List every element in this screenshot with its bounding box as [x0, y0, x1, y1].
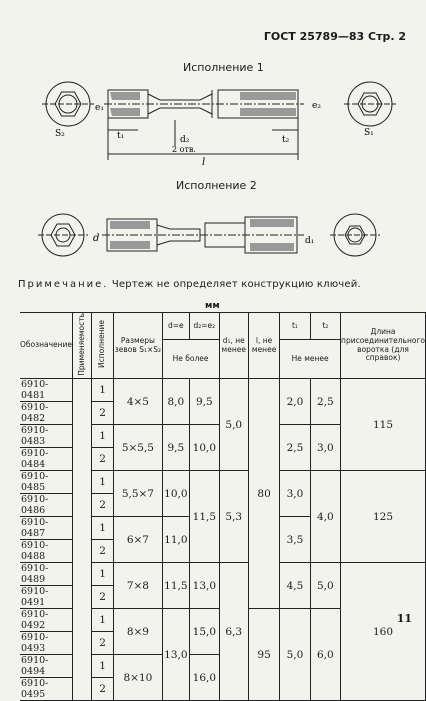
th-t1: t₁ [280, 313, 310, 340]
variant-cell: 1 [91, 425, 113, 448]
t2-cell: 4,0 [310, 471, 340, 563]
variant-cell: 2 [91, 632, 113, 655]
page-header: ГОСТ 25789—83 Стр. 2 [263, 30, 406, 43]
d2e2-cell: 10,0 [190, 425, 219, 471]
label-t1: t₁ [117, 131, 125, 141]
t1-cell: 3,5 [280, 517, 310, 563]
th-code: Обозначение [20, 313, 73, 379]
table-row-code: 6910-0491 [20, 586, 73, 609]
th-length-ref: Длина присоединительного воротка (для справок) [341, 313, 426, 379]
variant-cell: 1 [91, 655, 113, 678]
table-row-code: 6910-0489 [20, 563, 73, 586]
d-e-cell: 10,0 [162, 471, 190, 517]
size-cell: 7×8 [114, 563, 162, 609]
label-d2: d₂ [180, 135, 190, 145]
th-d1: d₁, не менее [219, 313, 248, 379]
d2e2-cell: 13,0 [190, 563, 219, 609]
label-s2: S₂ [55, 129, 65, 139]
size-cell: 6×7 [114, 517, 162, 563]
note-label: Примечание. [18, 279, 109, 290]
variant-1-title: Исполнение 1 [183, 61, 264, 74]
specs-table [20, 312, 426, 701]
table-row-code: 6910-0495 [20, 678, 73, 701]
d2e2-cell: 11,5 [190, 471, 219, 563]
table-row-code: 6910-0483 [20, 425, 73, 448]
l-cell: 80 [248, 379, 279, 609]
l-cell: 95 [248, 609, 279, 701]
th-applic: Применяемость [73, 313, 92, 379]
variant-2-drawing [0, 195, 426, 275]
size-cell: 8×9 [114, 609, 162, 655]
th-t2: t₂ [310, 313, 340, 340]
d-e-cell: 11,0 [162, 517, 190, 563]
t2-cell: 5,0 [310, 563, 340, 609]
label-d: d [93, 233, 100, 244]
d1-cell: 6,3 [219, 563, 248, 701]
d1-cell: 5,0 [219, 379, 248, 471]
variant-cell: 1 [91, 609, 113, 632]
table-row-code: 6910-0493 [20, 632, 73, 655]
t1-cell: 2,0 [280, 379, 310, 425]
variant-cell: 2 [91, 678, 113, 701]
applic-cell [73, 379, 92, 701]
label-d1: d₁ [305, 236, 315, 246]
d-e-cell: 11,5 [162, 563, 190, 609]
th-not-less: Не менее [280, 339, 341, 378]
d-e-cell: 9,5 [162, 425, 190, 471]
t1-cell: 5,0 [280, 609, 310, 701]
label-holes: 2 отв. [172, 145, 196, 154]
size-cell: 5,5×7 [114, 471, 162, 517]
th-d2e2: d₂=e₂ [190, 313, 219, 340]
size-cell: 4×5 [114, 379, 162, 425]
page-number: 11 [396, 612, 412, 625]
th-size: Размеры зевов S₁×S₂ [114, 313, 162, 379]
t1-cell: 3,0 [280, 471, 310, 517]
table-row-code: 6910-0486 [20, 494, 73, 517]
label-t2: t₂ [282, 135, 290, 145]
variant-cell: 1 [91, 471, 113, 494]
note-text: Чертеж не определяет конструкцию ключей. [111, 279, 361, 290]
variant-cell: 2 [91, 402, 113, 425]
table-row-code: 6910-0481 [20, 379, 73, 402]
length-cell: 115 [341, 379, 426, 471]
wrench-body-side-view-2 [102, 217, 304, 253]
wrench-body-side-view [104, 90, 304, 160]
variant-cell: 1 [91, 379, 113, 402]
variant-cell: 1 [91, 563, 113, 586]
t2-cell: 2,5 [310, 379, 340, 425]
d2e2-cell: 16,0 [190, 655, 219, 701]
d2e2-cell: 15,0 [190, 609, 219, 655]
variant-cell: 2 [91, 494, 113, 517]
table-row-code: 6910-0482 [20, 402, 73, 425]
variant-1-drawing [0, 72, 426, 172]
left-hex-end-view-2 [38, 214, 88, 256]
table-row-code: 6910-0484 [20, 448, 73, 471]
th-variant: Исполнение [91, 313, 113, 379]
d-e-cell: 8,0 [162, 379, 190, 425]
variant-cell: 1 [91, 517, 113, 540]
d2e2-cell: 9,5 [190, 379, 219, 425]
size-cell: 5×5,5 [114, 425, 162, 471]
left-hex-end-view [42, 82, 94, 126]
length-cell: 125 [341, 471, 426, 563]
size-cell: 8×10 [114, 655, 162, 701]
label-l: l [202, 157, 206, 168]
right-hex-end-view-2 [330, 214, 380, 256]
label-e2: e₂ [312, 101, 321, 111]
label-e1: e₁ [95, 103, 104, 113]
table-row-code: 6910-0488 [20, 540, 73, 563]
t2-cell: 3,0 [310, 425, 340, 471]
table-row-code: 6910-0494 [20, 655, 73, 678]
table-row-code: 6910-0492 [20, 609, 73, 632]
table-row-code: 6910-0487 [20, 517, 73, 540]
th-d-e: d=e [162, 313, 190, 340]
variant-2-title: Исполнение 2 [176, 179, 257, 192]
length-cell: 160 [341, 563, 426, 701]
table-row-code: 6910-0485 [20, 471, 73, 494]
th-l: l, не менее [248, 313, 279, 379]
d1-cell: 5,3 [219, 471, 248, 563]
units-label: мм [205, 301, 220, 311]
variant-cell: 2 [91, 586, 113, 609]
d-e-cell: 13,0 [162, 609, 190, 701]
t1-cell: 4,5 [280, 563, 310, 609]
label-s1: S₁ [364, 128, 374, 138]
t1-cell: 2,5 [280, 425, 310, 471]
variant-cell: 2 [91, 448, 113, 471]
th-not-more: Не более [162, 339, 219, 378]
variant-cell: 2 [91, 540, 113, 563]
t2-cell: 6,0 [310, 609, 340, 701]
note [18, 279, 361, 290]
right-hex-end-view [344, 82, 396, 126]
